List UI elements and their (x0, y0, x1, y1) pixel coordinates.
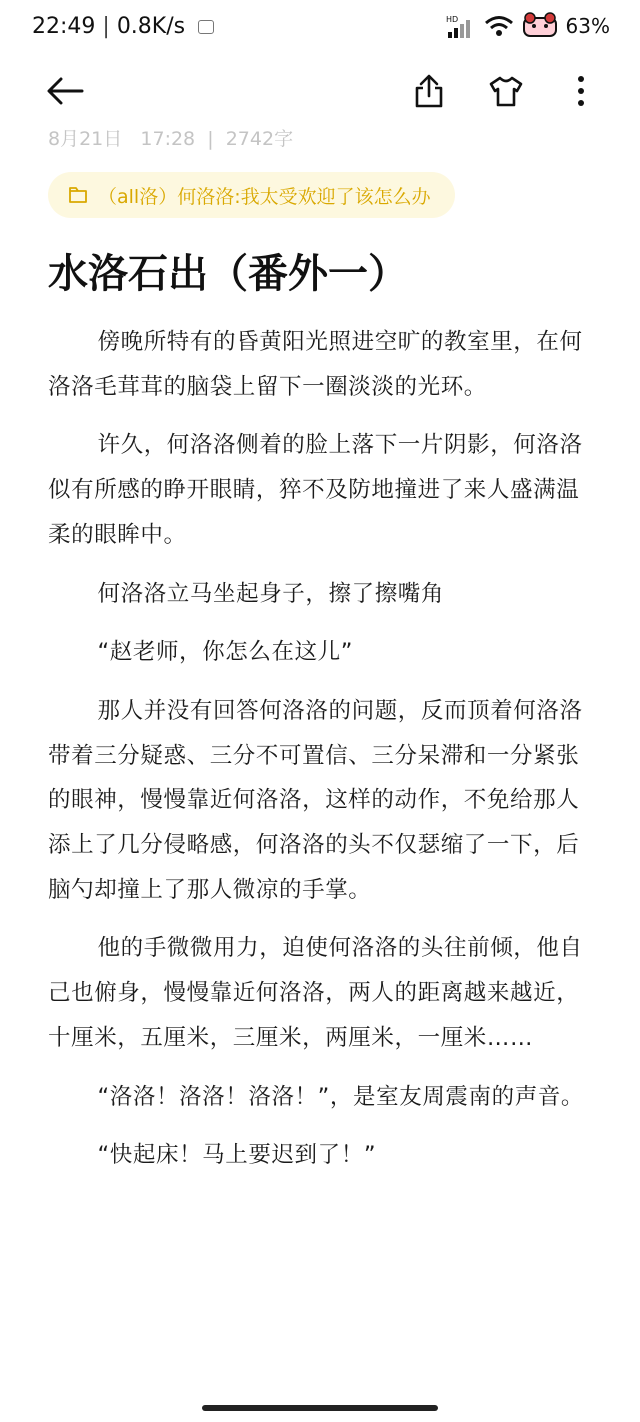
paragraph: “赵老师，你怎么在这儿” (97, 639, 354, 666)
paragraph: 傍晚所特有的昏黄阳光照进空旷的教室里，在何洛洛毛茸茸的脑袋上留下一圈淡淡的光环。 (48, 329, 583, 400)
more-vertical-icon (576, 75, 586, 107)
status-separator: | (102, 14, 117, 39)
sticker-icon (522, 12, 558, 40)
post-meta: 8月21日 17:28 | 2742字 (48, 128, 294, 150)
post-time: 17:28 (140, 128, 196, 150)
post-date: 8月21日 (48, 128, 123, 150)
more-button[interactable] (556, 66, 606, 116)
collection-title: （all洛）何洛洛:我太受欢迎了该怎么办 (98, 185, 431, 208)
wifi-icon (484, 14, 514, 38)
paragraph: 他的手微微用力，迫使何洛洛的头往前倾，他自己也俯身，慢慢靠近何洛洛，两人的距离越来越近，十厘米，五厘米，三厘米，两厘米，一厘米…… (48, 935, 583, 1051)
collection-chip[interactable] (48, 172, 455, 218)
paragraph: 那人并没有回答何洛洛的问题，反而顶着何洛洛带着三分疑惑、三分不可置信、三分呆滞和一分紧张的眼神，慢慢靠近何洛洛，这样的动作，不免给那人添上了几分侵略感，何洛洛的头不仅瑟缩了一下，后脑勺却撞上了那人微凉的手掌。 (48, 697, 583, 903)
article-body (48, 320, 596, 1192)
folder-icon (68, 187, 88, 203)
status-bar (0, 0, 640, 60)
paragraph: 许久，何洛洛侧着的脸上落下一片阴影，何洛洛似有所感的睁开眼睛，猝不及防地撞进了来人盛满温柔的眼眸中。 (48, 432, 583, 548)
notification-app-icon (198, 20, 214, 34)
tshirt-icon (488, 75, 524, 107)
theme-button[interactable] (481, 66, 531, 116)
back-arrow-icon (46, 77, 84, 105)
hd-signal-icon (446, 13, 476, 39)
battery-level: 63% (565, 14, 610, 38)
paragraph: “快起床！马上要迟到了！” (97, 1142, 377, 1169)
share-icon (413, 74, 445, 108)
home-indicator[interactable] (202, 1405, 438, 1411)
paragraph: 何洛洛立马坐起身子，擦了擦嘴角 (97, 580, 445, 607)
toolbar (0, 60, 640, 120)
status-time: 22:49 (32, 14, 96, 39)
status-left (32, 14, 214, 39)
svg-text:HD: HD (445, 15, 458, 24)
article-title: 水洛石出（番外一） (48, 251, 408, 297)
share-button[interactable] (404, 66, 454, 116)
back-button[interactable] (40, 66, 90, 116)
network-speed: 0.8K/s (116, 14, 186, 39)
paragraph: “洛洛！洛洛！洛洛！”，是室友周震南的声音。 (97, 1083, 585, 1110)
word-count: 2742字 (225, 128, 294, 150)
status-right (446, 12, 610, 40)
